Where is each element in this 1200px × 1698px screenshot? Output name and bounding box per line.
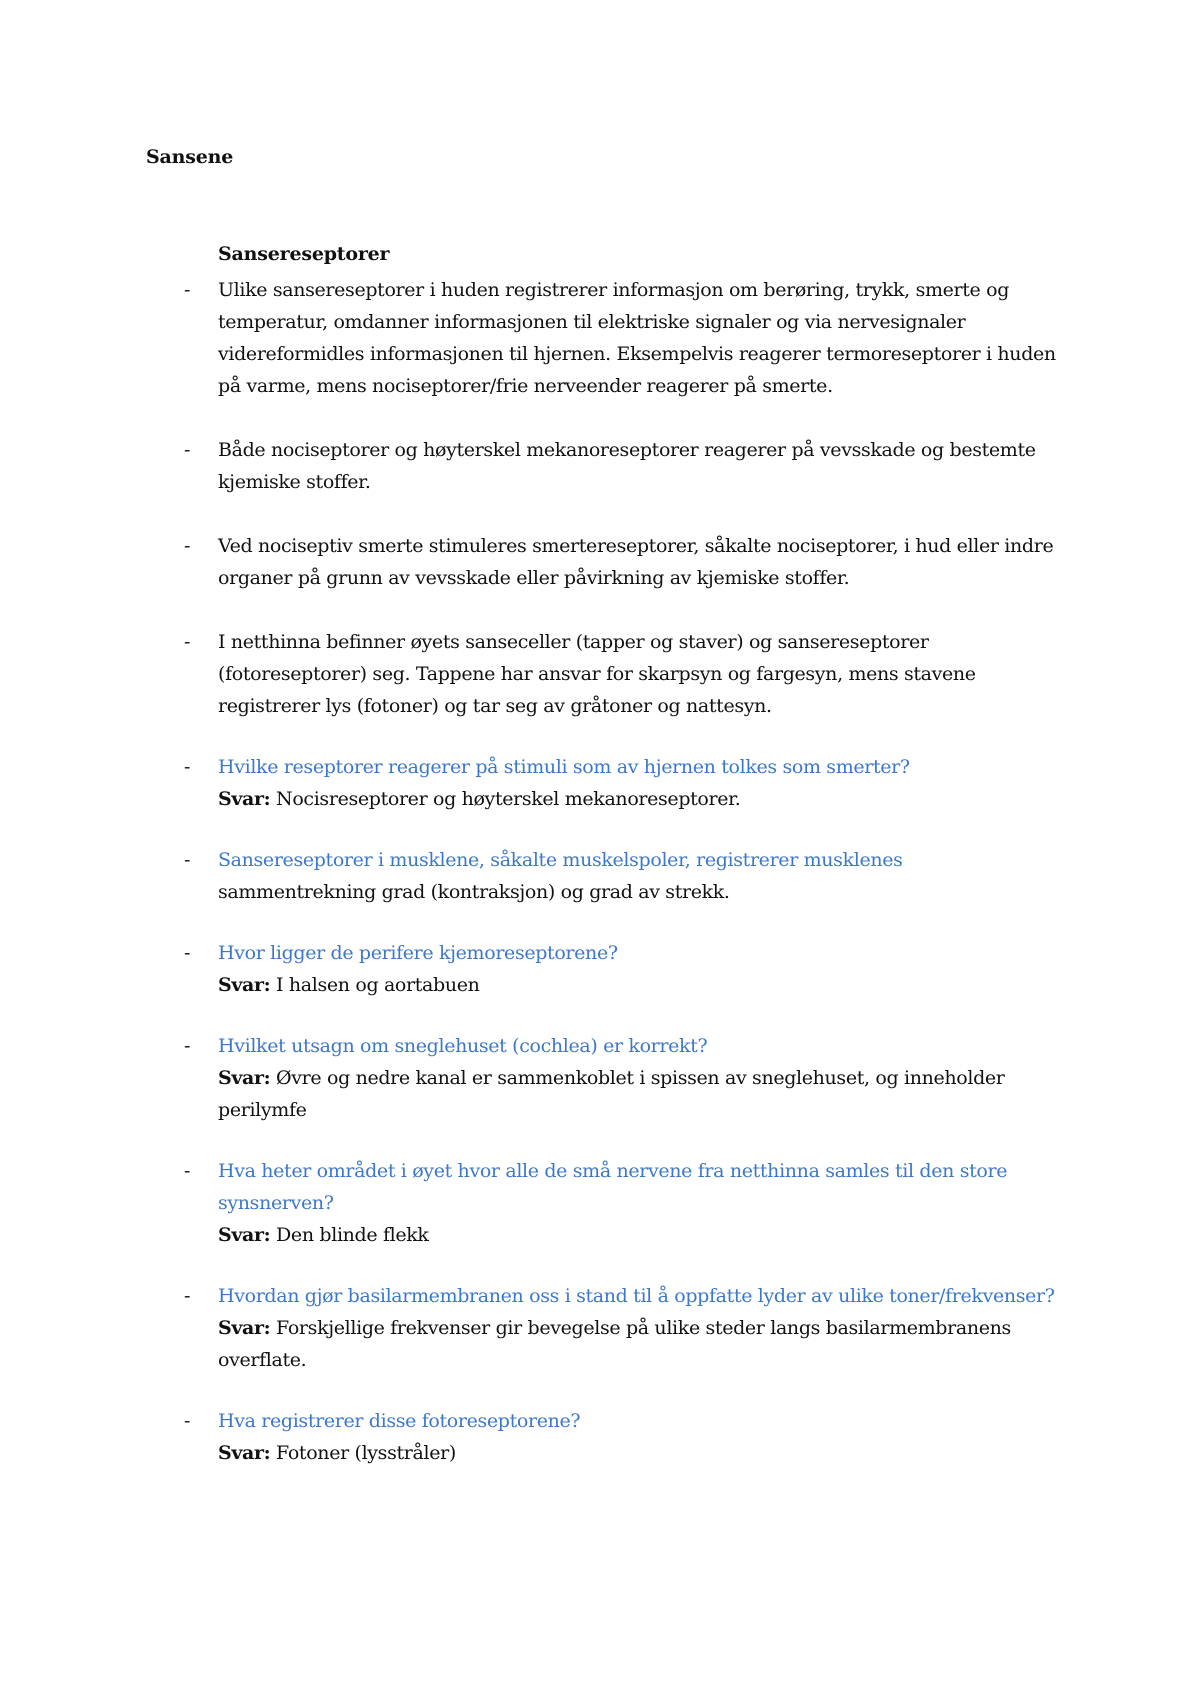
question-text: Hvilke reseptorer reagerer på stimuli som av hjernen tolkes som smerter? xyxy=(218,756,910,778)
document-title: Sansene xyxy=(146,146,234,168)
question-text: Hvor ligger de perifere kjemoreseptorene? xyxy=(218,942,618,964)
answer-text: Forskjellige frekvenser gir bevegelse på ulike steder langs basilarmembranens overflate. xyxy=(218,1317,1011,1371)
bullet-dash: - xyxy=(184,1035,191,1057)
bullet-dash: - xyxy=(184,756,191,778)
answer-line xyxy=(218,876,1064,908)
list-item xyxy=(184,626,1064,722)
bullet-dash: - xyxy=(184,279,191,301)
list-item xyxy=(184,530,1064,594)
answer-text: Nocisreseptorer og høyterskel mekanoreseptorer. xyxy=(270,788,741,810)
answer-line xyxy=(218,969,1064,1001)
question-item xyxy=(184,1030,1064,1126)
question-item xyxy=(184,1405,1064,1469)
answer-line xyxy=(218,1219,1064,1251)
list-item xyxy=(184,434,1064,498)
bullet-dash: - xyxy=(184,439,191,461)
bullet-list xyxy=(184,274,1064,1498)
question-item xyxy=(184,751,1064,815)
statement-text: Ved nociseptiv smerte stimuleres smertereseptorer, såkalte nociseptorer, i hud eller indre organer på grunn av vevsskade eller påvirkning av kjemiske stoffer. xyxy=(218,535,1054,589)
question-item xyxy=(184,1155,1064,1251)
question-item xyxy=(184,937,1064,1001)
answer-text: Fotoner (lysstråler) xyxy=(270,1442,456,1464)
answer-line xyxy=(218,783,1064,815)
question-text: Hva heter området i øyet hvor alle de små nervene fra netthinna samles til den store synsnerven? xyxy=(218,1160,1008,1214)
bullet-dash: - xyxy=(184,849,191,871)
bullet-dash: - xyxy=(184,942,191,964)
statement-text: Både nociseptorer og høyterskel mekanoreseptorer reagerer på vevsskade og bestemte kjemiske stoffer. xyxy=(218,439,1036,493)
answer-label: Svar: xyxy=(218,974,271,996)
answer-label: Svar: xyxy=(218,788,271,810)
answer-text: Den blinde flekk xyxy=(270,1224,429,1246)
answer-label: Svar: xyxy=(218,1317,271,1339)
bullet-dash: - xyxy=(184,1285,191,1307)
statement-text: Ulike sansereseptorer i huden registrerer informasjon om berøring, trykk, smerte og temperatur, omdanner informasjonen til elektriske signaler og via nervesignaler videreformidles informasjonen til hjernen. Eksempelvis reagerer termoreseptorer i huden på varme, mens nociseptorer/frie nerveender reagerer på smerte. xyxy=(218,279,1056,397)
answer-line xyxy=(218,1312,1064,1376)
answer-label: Svar: xyxy=(218,1442,271,1464)
answer-text: I halsen og aortabuen xyxy=(270,974,480,996)
answer-line xyxy=(218,1062,1064,1126)
answer-text: Øvre og nedre kanal er sammenkoblet i spissen av sneglehuset, og inneholder perilymfe xyxy=(218,1067,1005,1121)
question-text: Hvordan gjør basilarmembranen oss i stand til å oppfatte lyder av ulike toner/frekvenser? xyxy=(218,1285,1055,1307)
bullet-dash: - xyxy=(184,1410,191,1432)
section-heading: Sansereseptorer xyxy=(218,243,390,265)
answer-text: sammentrekning grad (kontraksjon) og grad av strekk. xyxy=(218,881,730,903)
question-text: Sansereseptorer i musklene, såkalte muskelspoler, registrerer musklenes xyxy=(218,849,903,871)
answer-label: Svar: xyxy=(218,1067,271,1089)
answer-line xyxy=(218,1437,1064,1469)
bullet-dash: - xyxy=(184,1160,191,1182)
question-item xyxy=(184,1280,1064,1376)
statement-text: I netthinna befinner øyets sanseceller (tapper og staver) og sansereseptorer (fotoreseptorer) seg. Tappene har ansvar for skarpsyn og fargesyn, mens stavene registrerer lys (fotoner) og tar seg av gråtoner og nattesyn. xyxy=(218,631,976,717)
answer-label: Svar: xyxy=(218,1224,271,1246)
list-item xyxy=(184,274,1064,402)
question-text: Hva registrerer disse fotoreseptorene? xyxy=(218,1410,581,1432)
question-text: Hvilket utsagn om sneglehuset (cochlea) er korrekt? xyxy=(218,1035,708,1057)
bullet-dash: - xyxy=(184,631,191,653)
question-item xyxy=(184,844,1064,908)
bullet-dash: - xyxy=(184,535,191,557)
